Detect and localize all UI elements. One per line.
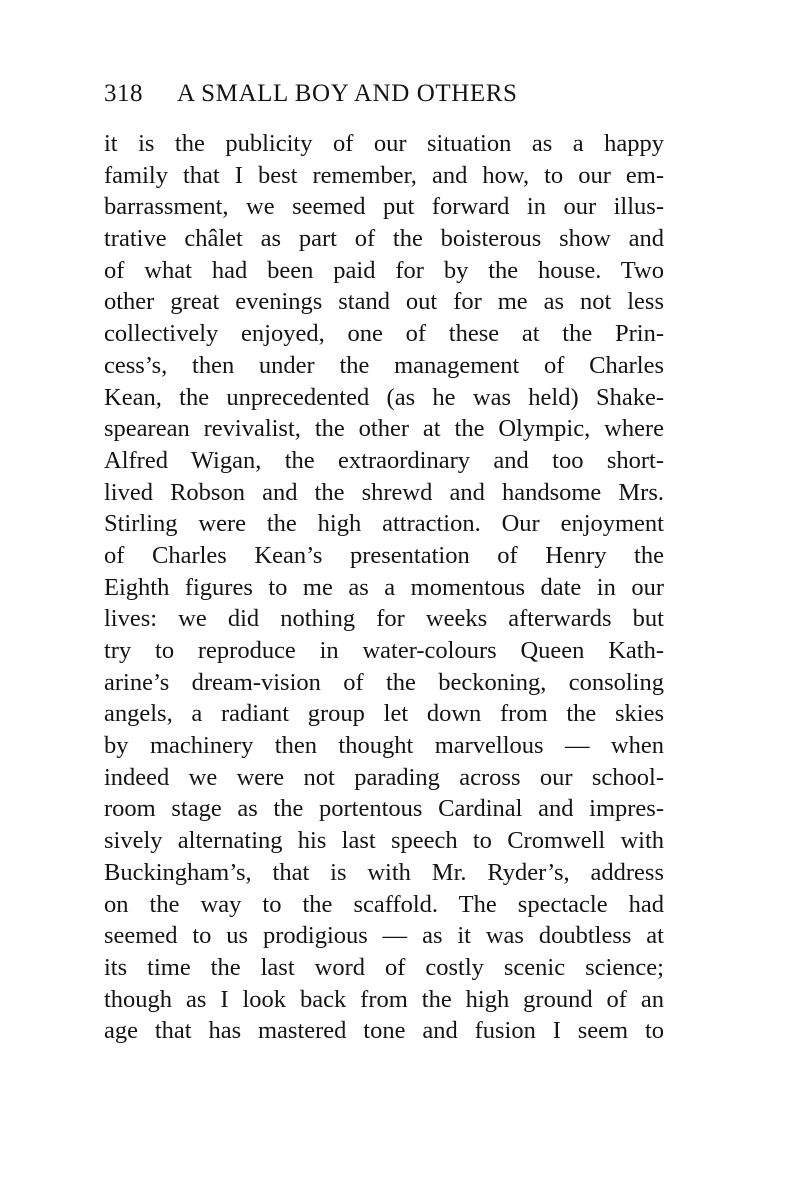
text-line: spearean revivalist, the other at the Olympic, where xyxy=(104,415,664,443)
text-line: on the way to the scaffold. The spectacle had xyxy=(104,890,664,918)
text-line: its time the last word of costly scenic science; xyxy=(104,953,664,981)
text-line: sively alternating his last speech to Cromwell with xyxy=(104,827,664,855)
body-text xyxy=(104,128,664,1047)
text-line: Eighth figures to me as a momentous date in our xyxy=(104,573,664,601)
book-title: A SMALL BOY AND OTHERS xyxy=(177,80,518,107)
text-line: age that has mastered tone and fusion I seem to xyxy=(104,1017,664,1045)
text-line: of what had been paid for by the house. Two xyxy=(104,256,664,284)
text-line: cess’s, then under the management of Charles xyxy=(104,351,664,379)
page-number: 318 xyxy=(104,80,143,107)
text-line: angels, a radiant group let down from the skies xyxy=(104,700,664,728)
text-line: other great evenings stand out for me as not less xyxy=(104,288,664,316)
text-line: trative châlet as part of the boisterous show and xyxy=(104,225,664,253)
running-head xyxy=(104,80,518,114)
text-line: lived Robson and the shrewd and handsome Mrs. xyxy=(104,478,664,506)
text-line: seemed to us prodigious — as it was doubtless at xyxy=(104,922,664,950)
text-line: lives: we did nothing for weeks afterwards but xyxy=(104,605,664,633)
text-line: by machinery then thought marvellous — when xyxy=(104,732,664,760)
text-line: though as I look back from the high ground of an xyxy=(104,985,664,1013)
text-line: it is the publicity of our situation as a happy xyxy=(104,130,664,157)
text-line: Stirling were the high attraction. Our enjoyment xyxy=(104,510,664,538)
text-line: Alfred Wigan, the extraordinary and too short- xyxy=(104,446,664,474)
text-line: try to reproduce in water-colours Queen Kath- xyxy=(104,637,664,664)
text-line: Buckingham’s, that is with Mr. Ryder’s, address xyxy=(104,858,664,886)
text-line: collectively enjoyed, one of these at the Prin- xyxy=(104,320,664,348)
text-line: indeed we were not parading across our school- xyxy=(104,763,664,791)
text-line: room stage as the portentous Cardinal and impres- xyxy=(104,795,664,823)
text-line: arine’s dream-vision of the beckoning, consoling xyxy=(104,668,664,696)
text-line: family that I best remember, and how, to our em- xyxy=(104,161,664,189)
text-line: Kean, the unprecedented (as he was held) Shake- xyxy=(104,383,664,411)
text-line: of Charles Kean’s presentation of Henry the xyxy=(104,541,664,569)
text-line: barrassment, we seemed put forward in our illus- xyxy=(104,193,664,221)
